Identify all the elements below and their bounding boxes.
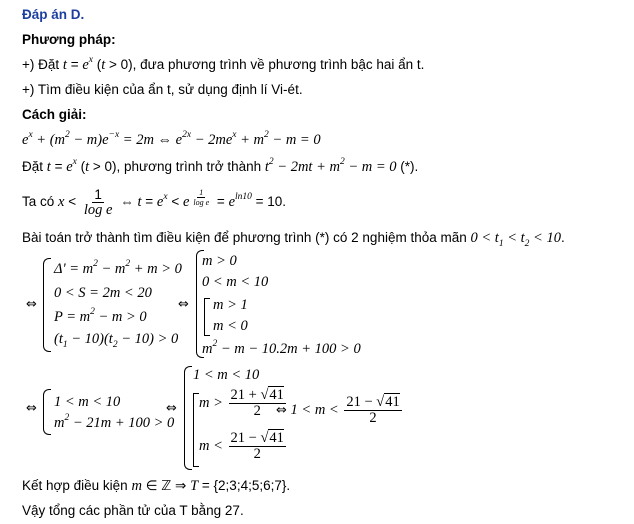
equivalence-arrow-4: ⇔ bbox=[166, 401, 177, 416]
main-equation: $e^x + (m^2 - m)e^{-x} = 2m$ ⇔ $e^{2x} - 2me^x + m^2 - m = 0$ bbox=[22, 130, 321, 148]
vieta-system: $\Delta' = m^2 - m^2 + m > 0$ 0 < S = 2m < 20 $P = m^2 - m > 0$ $(t_1 - 10)(t_2 - 10) > 0$ bbox=[43, 258, 183, 352]
solution-heading: Cách giải: bbox=[22, 107, 87, 122]
equivalence-arrow-1: ⇔ bbox=[26, 297, 37, 312]
substitution-line: Đặt $t = e^x$ (t > 0), phương trình trở thành $t^2 - 2mt + m^2 - m = 0$ (*). bbox=[22, 157, 419, 175]
inequality-line: Ta có x < $\frac{1}{\text{log e}}$ ⇔ $t = e^x < e$ $^{\frac{1}{\text{log e}}}$ = $e^{ln10} = 10$. bbox=[22, 187, 287, 218]
method-step-2: +) Tìm điều kiện của ẩn t, sử dụng định lí Vi-ét. bbox=[22, 82, 303, 97]
final-answer-line: Vậy tổng các phần tử của T bằng 27. bbox=[22, 503, 244, 518]
root-system: 1 < m < 10 m > $\frac{21 + √41}{2}$ m < $\frac{21 - √41}{2}$ bbox=[184, 366, 304, 470]
answer-label: Đáp án D. bbox=[22, 7, 85, 22]
equivalence-arrow-3: ⇔ bbox=[26, 401, 37, 416]
condition-system: m > 0 0 < m < 10 m > 1 m < 0 $m^2 - m - 10.2m + 100 > 0$ bbox=[196, 250, 366, 358]
method-heading: Phương pháp: bbox=[22, 32, 116, 47]
conclusion-line: Kết hợp điều kiện m ∈ ℤ ⇒ T = {2;3;4;5;6;7}. bbox=[22, 478, 291, 494]
problem-line: Bài toán trở thành tìm điều kiện để phương trình (*) có 2 nghiệm thỏa mãn $0 < t_1 < t_2 < 10$. bbox=[22, 230, 565, 249]
final-interval: ⇔ 1 < m < $\frac{21 - √41}{2}$ bbox=[276, 394, 400, 427]
fraction-1-over-log-e: $\frac{1}{\text{log e}}$ bbox=[83, 187, 113, 218]
equivalence-arrow-2: ⇔ bbox=[178, 297, 189, 312]
quadratic-system: 1 < m < 10 $m^2 - 21m + 100 > 0$ bbox=[43, 389, 173, 435]
method-step-1: +) Đặt $t = e^x$ (t > 0), đưa phương trình về phương trình bậc hai ẩn t. bbox=[22, 55, 425, 73]
